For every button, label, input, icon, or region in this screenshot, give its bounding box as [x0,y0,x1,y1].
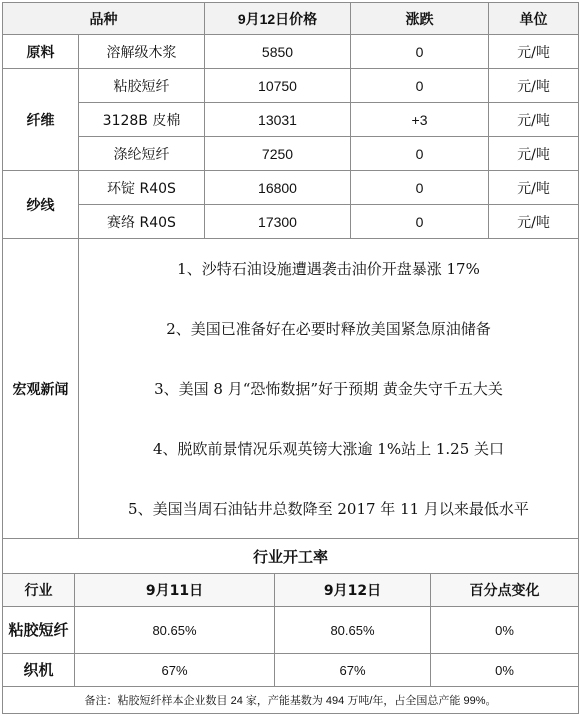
item-price: 10750 [205,69,351,103]
item-change: 0 [351,69,489,103]
header-industry: 行业 [3,574,75,607]
news-label: 宏观新闻 [3,239,79,540]
group-label: 纱线 [3,171,79,239]
price-table [2,2,579,540]
header-change: 百分点变化 [431,574,579,607]
news-cell [79,239,579,540]
header-date-2: 9月12日 [275,574,431,607]
item-unit: 元/吨 [489,35,579,69]
item-name: 3128B 皮棉 [79,103,205,137]
news-item: 2、美国已准备好在必要时释放美国紧急原油储备 [166,320,491,338]
item-name: 环锭 R40S [79,171,205,205]
rate-value: 80.65% [275,607,431,654]
item-name: 溶解级木浆 [79,35,205,69]
rate-table-title: 行业开工率 [3,539,579,574]
item-price: 13031 [205,103,351,137]
industry-label: 粘胶短纤 [3,607,75,654]
group-label: 原料 [3,35,79,69]
item-change: 0 [351,35,489,69]
item-name: 涤纶短纤 [79,137,205,171]
header-price: 9月12日价格 [205,3,351,35]
footnote: 备注：粘胶短纤样本企业数目 24 家，产能基数为 494 万吨/年，占全国总产能 99%。 [3,687,579,714]
item-change: 0 [351,137,489,171]
table-row [3,654,579,687]
industry-label: 织机 [3,654,75,687]
item-name: 赛络 R40S [79,205,205,239]
item-change: 0 [351,171,489,205]
header-change: 涨跌 [351,3,489,35]
rate-value: 80.65% [75,607,275,654]
table-row [3,137,579,171]
item-change: 0 [351,205,489,239]
item-unit: 元/吨 [489,69,579,103]
group-label: 纤维 [3,69,79,171]
header-variety: 品种 [3,3,205,35]
table-row [3,205,579,239]
item-unit: 元/吨 [489,103,579,137]
rate-change: 0% [431,654,579,687]
news-item: 4、脱欧前景情况乐观英镑大涨逾 1%站上 1.25 关口 [152,440,505,458]
item-price: 7250 [205,137,351,171]
item-name: 粘胶短纤 [79,69,205,103]
news-item: 5、美国当周石油钻井总数降至 2017 年 11 月以来最低水平 [128,500,529,518]
rate-header-row [3,574,579,607]
table-row [3,69,579,103]
rate-value: 67% [75,654,275,687]
rate-change: 0% [431,607,579,654]
item-unit: 元/吨 [489,171,579,205]
news-item: 1、沙特石油设施遭遇袭击油价开盘暴涨 17% [177,260,480,278]
item-unit: 元/吨 [489,137,579,171]
news-row [3,239,579,540]
item-price: 16800 [205,171,351,205]
item-price: 17300 [205,205,351,239]
item-change: +3 [351,103,489,137]
price-header-row [3,3,579,35]
rate-title-row [3,539,579,574]
table-row [3,35,579,69]
item-unit: 元/吨 [489,205,579,239]
table-row [3,103,579,137]
rate-value: 67% [275,654,431,687]
rate-table [2,538,579,714]
table-row [3,171,579,205]
news-list [79,239,578,539]
header-unit: 单位 [489,3,579,35]
header-date-1: 9月11日 [75,574,275,607]
table-row [3,607,579,654]
news-item: 3、美国 8 月“恐怖数据”好于预期 黄金失守千五大关 [154,380,503,398]
note-row [3,687,579,714]
item-price: 5850 [205,35,351,69]
